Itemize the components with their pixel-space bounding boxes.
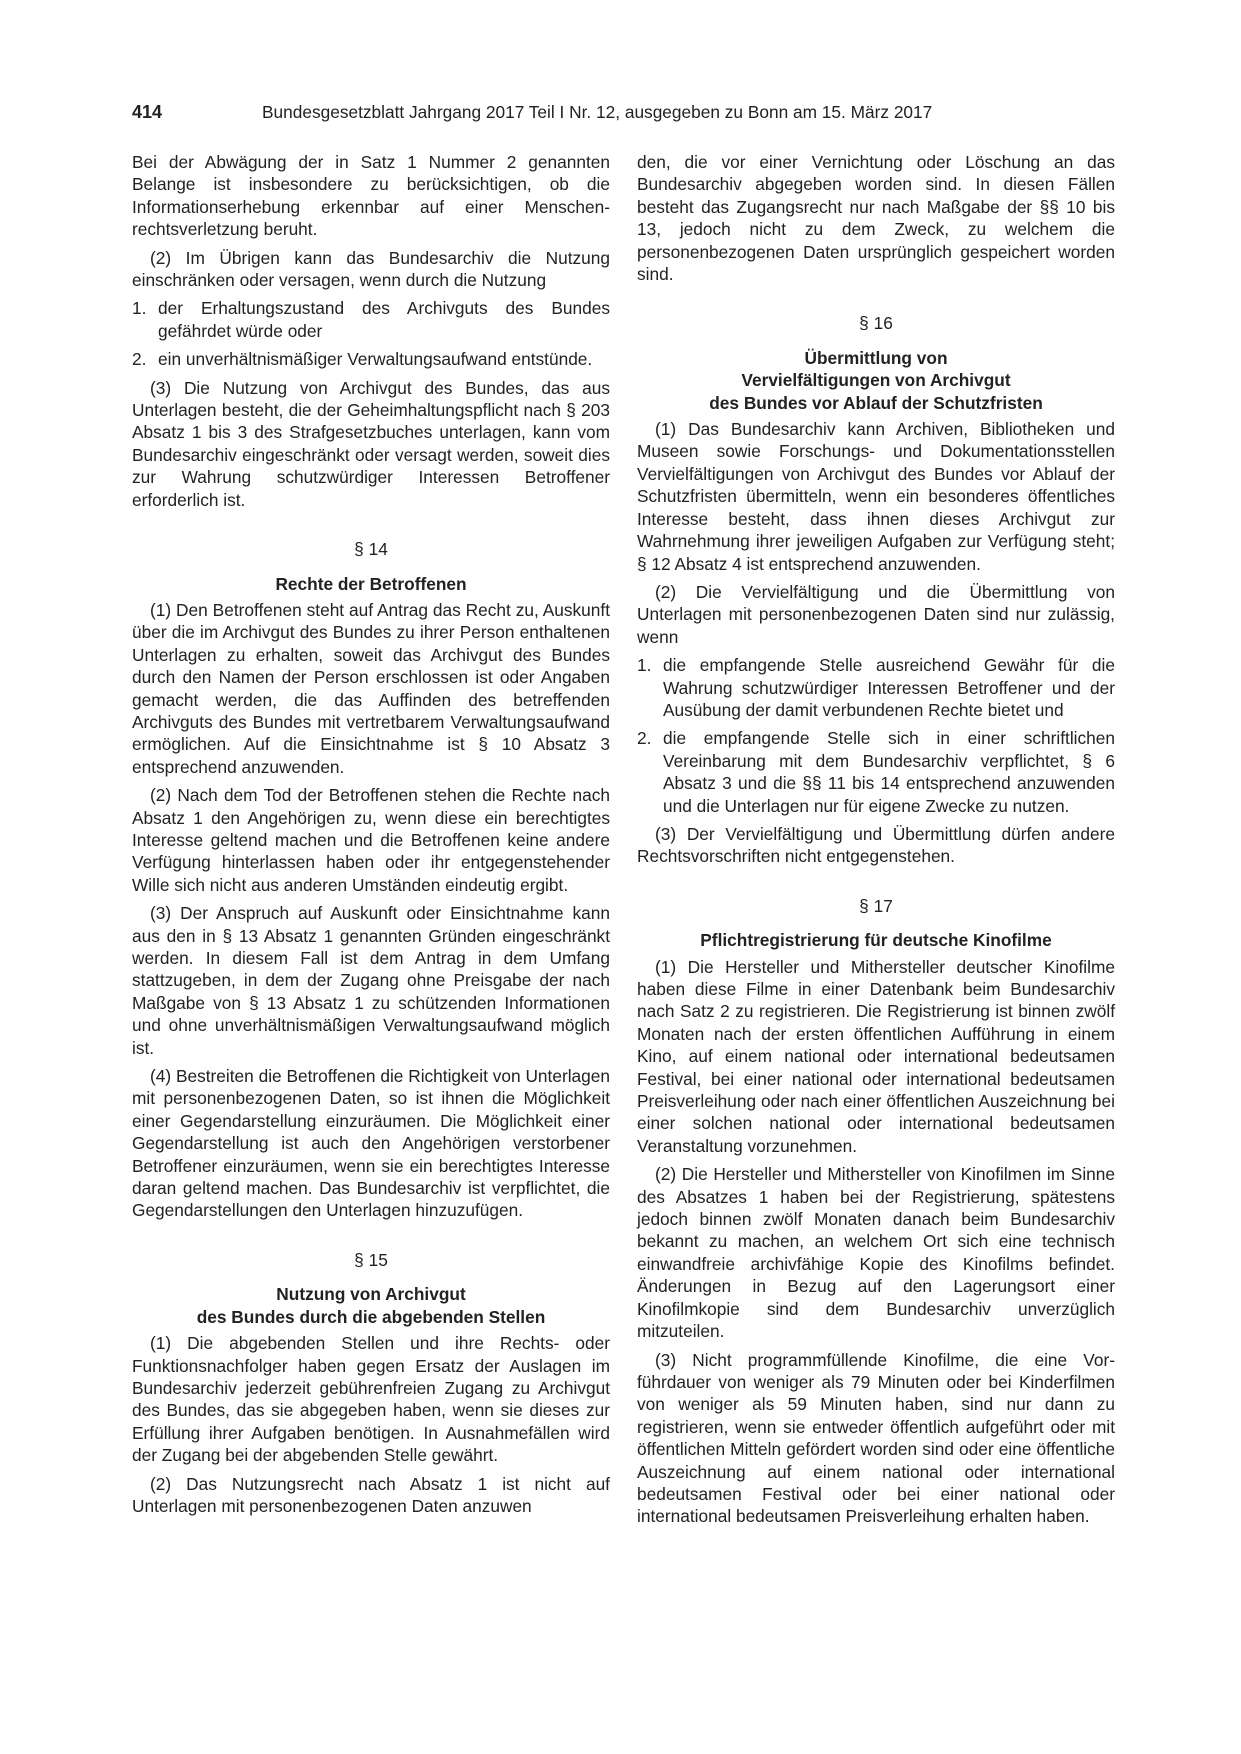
paragraph: (2) Die Vervielfältigung und die Übermittlung von Unterlagen mit personenbezogenen Daten sind nur zulässig, wenn <box>637 581 1115 647</box>
section-number-14: § 14 <box>354 539 388 560</box>
paragraph: (2) Die Hersteller und Mithersteller von Kinofilmen im Sinne des Absatzes 1 haben bei der Registrierung, spätestens jedoch binnen zwölf Monaten danach beim Bundesarchiv bekannt zu machen, an welchem Ort sich eine technisch einwandfreie archivfähige Kopie des Kinofilms befindet. Änderungen in Bezug auf den Lagerungsort einer Kinofilmkopie sind dem Bundesarchiv unverzüglich mitzuteilen. <box>637 1164 1115 1342</box>
list-number: 2. <box>132 349 147 370</box>
list-text: der Erhaltungszustand des Archivguts des Bundes gefährdet würde oder <box>158 298 610 341</box>
section-number-16: § 16 <box>859 313 893 334</box>
paragraph: (4) Bestreiten die Betroffenen die Richtigkeit von Unterlagen mit personenbezogenen Daten, so ist ihnen die Möglichkeit einer Gegendarstellung einzuräumen. Die Möglichkeit einer Gegendarstellung ist auch den Angehörigen verstorbener Betroffener einzuräumen, wenn sie ein berechtigtes Interesse daran geltend machen. Das Bundesarchiv ist verpflichtet, die Gegendarstellungen den Unterlagen hinzuzufügen. <box>132 1066 610 1221</box>
paragraph-continued: den, die vor einer Vernichtung oder Löschung an das Bundesarchiv abgegeben worden sind. In diesen Fällen besteht das Zugangsrecht nur nach Maßgabe der §§ 10 bis 13, jedoch nicht zu dem Zweck, zu welchem die personenbezogenen Daten ursprünglich gespeichert worden sind. <box>637 152 1115 285</box>
running-header-title: Bundesgesetzblatt Jahrgang 2017 Teil I Nr. 12, ausgegeben zu Bonn am 15. März 2017 <box>262 102 933 122</box>
paragraph: (1) Die Hersteller und Mithersteller deutscher Kinofilme haben diese Filme in einer Datenbank beim Bundesarchiv nach Satz 2 zu registrieren. Die Registrierung ist binnen zwölf Monaten nach der ersten öffentlichen Aufführung in einem Kino, auf einem national oder international bedeutsamen Festival, bei einer national oder international bedeutsamen Preisverleihung oder nach einer öffentlichen Auszeichnung bei einer solchen national oder international bedeutsamen Veranstaltung vorzunehmen. <box>637 956 1115 1156</box>
section-title-line: Vervielfältigungen von Archivgut <box>741 370 1011 391</box>
section-title-line: des Bundes durch die abgebenden Stellen <box>196 1306 546 1327</box>
paragraph: (3) Der Vervielfältigung und Übermittlung dürfen andere Rechtsvorschriften nicht entgegenstehen. <box>637 823 1115 867</box>
section-title-line: Nutzung von Archivgut <box>276 1284 466 1305</box>
paragraph: (1) Das Bundesarchiv kann Archiven, Bibliotheken und Museen sowie Forschungs- und Dokumentationsstellen Vervielfältigungen von Archivgut des Bundes vor Ablauf der Schutzfristen übermitteln, wenn ein besonderes öffentliches Interesse besteht, dass ihnen dieses Archivgut zur Wahrnehmung ihrer jeweiligen Aufgaben zur Verfügung steht; § 12 Absatz 4 ist entsprechend anzuwenden. <box>637 419 1115 574</box>
paragraph: (3) Die Nutzung von Archivgut des Bundes, das aus Unterlagen besteht, die der Geheimhaltungspflicht nach § 203 Absatz 1 bis 3 des Strafgesetzbuches unterlagen, kann vom Bundesarchiv eingeschränkt oder versagt werden, soweit dies zur Wahrung schutzwürdiger Interessen Betroffener erforderlich ist. <box>132 377 610 510</box>
paragraph-continued: Bei der Abwägung der in Satz 1 Nummer 2 genannten Belange ist insbesondere zu berücksichtigen, ob die Informationserhebung erkennbar auf einer Menschenrechtsverletzung beruht. <box>132 152 610 240</box>
list-number: 2. <box>637 728 652 749</box>
section-title-15 <box>132 1283 610 1328</box>
list-number: 1. <box>637 655 652 676</box>
left-column <box>132 151 610 1523</box>
list-item <box>132 348 610 370</box>
section-title-line: des Bundes vor Ablauf der Schutzfristen <box>709 392 1043 413</box>
section-number-17: § 17 <box>859 895 893 916</box>
paragraph: (2) Im Übrigen kann das Bundesarchiv die Nutzung einschränken oder versagen, wenn durch die Nutzung <box>132 247 610 291</box>
page-number: 414 <box>132 102 163 122</box>
paragraph: (2) Nach dem Tod der Betroffenen stehen die Rechte nach Absatz 1 den Angehörigen zu, wenn diese ein berechtigtes Interesse geltend machen und die Betroffenen keine andere Verfügung hinterlassen haben oder ihr entgegenstehender Wille sich nicht aus anderen Umständen eindeutig ergibt. <box>132 785 610 895</box>
section-title-14: Rechte der Betroffenen <box>275 573 467 594</box>
page-header <box>132 99 997 125</box>
list-item <box>637 727 1115 817</box>
paragraph: (1) Die abgebenden Stellen und ihre Rechts- oder Funktionsnachfolger haben gegen Ersatz der Auslagen im Bundesarchiv jederzeit gebührenfreien Zugang zu Archivgut des Bundes, das sie abgegeben haben, wenn sie dieses zur Erfüllung ihrer Aufgaben benötigen. In Ausnahmefällen wird der Zugang bei der abgebenden Stelle gewährt. <box>132 1333 610 1466</box>
list-number: 1. <box>132 298 147 319</box>
list-text: die empfangende Stelle sich in einer schriftlichen Vereinbarung mit dem Bundesarchiv verpflichtet, § 6 Absatz 3 und die §§ 11 bis 14 entsprechend anzuwenden und die Unterlagen nur für eigene Zwecke zu nutzen. <box>663 728 1115 816</box>
section-title-17: Pflichtregistrierung für deutsche Kinofilme <box>700 930 1052 951</box>
list-text: ein unverhältnismäßiger Verwaltungsaufwand entstünde. <box>158 349 593 370</box>
paragraph: (1) Den Betroffenen steht auf Antrag das Recht zu, Auskunft über die im Archivgut des Bundes zu ihrer Person enthaltenen Unterlagen zu erhalten, soweit das Archivgut des Bundes durch den Namen der Person erschlossen ist oder Angaben gemacht werden, die das Auffinden des betreffenden Archivguts des Bundes mit vertretbarem Verwaltungsaufwand ermöglichen. Auf die Einsichtnahme ist § 10 Absatz 3 entsprechend anzuwenden. <box>132 599 610 777</box>
list-item <box>637 654 1115 721</box>
section-number-15: § 15 <box>354 1249 388 1270</box>
paragraph: (2) Das Nutzungsrecht nach Absatz 1 ist nicht auf Unterlagen mit personenbezogenen Daten anzuwen <box>132 1473 610 1516</box>
section-title-line: Übermittlung von <box>804 347 948 368</box>
list-text: die empfangende Stelle ausreichend Gewähr für die Wahrung schutzwürdiger Interessen Betroffener und der Ausübung der damit verbundenen Rechte bietet und <box>663 655 1115 720</box>
paragraph: (3) Nicht programmfüllende Kinofilme, die eine Vorführdauer von weniger als 79 Minuten oder bei Kinderfilmen von weniger als 59 Minuten haben, sind nur dann zu registrieren, wenn sie entweder öffentlich aufgeführt oder mit öffentlichen Mitteln gefördert worden sind oder eine öffentliche Auszeichnung auf einem national oder international bedeutsamen Festival oder bei einer national oder international bedeutsamen Preisverleihung erhalten haben. <box>637 1349 1115 1527</box>
right-column <box>637 151 1115 1534</box>
section-title-16 <box>637 347 1115 414</box>
list-item <box>132 297 610 342</box>
paragraph: (3) Der Anspruch auf Auskunft oder Einsichtnahme kann aus den in § 13 Absatz 1 genannten Gründen eingeschränkt werden. In diesem Fall ist dem Antrag in dem Umfang stattzugeben, in dem der Zugang ohne Preisgabe der nach Maßgabe von § 13 Absatz 1 zu schützenden Informationen und ohne unverhältnismäßigen Verwaltungsaufwand möglich ist. <box>132 903 610 1058</box>
